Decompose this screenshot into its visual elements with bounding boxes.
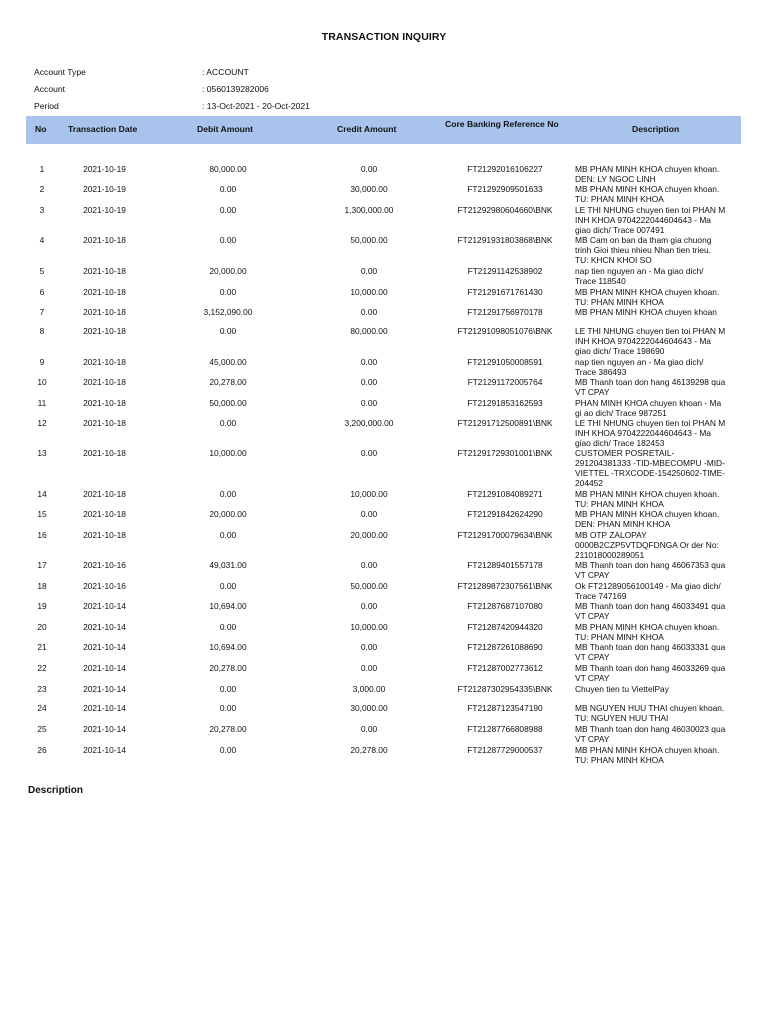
- row-no: 18: [37, 581, 47, 591]
- header-desc: Description: [632, 124, 680, 134]
- row-description: MB PHAN MINH KHOA chuyen khoan: [575, 307, 717, 317]
- row-ref: FT21291671761430: [467, 287, 543, 297]
- row-date: 2021-10-18: [83, 418, 126, 428]
- row-date: 2021-10-18: [83, 509, 126, 519]
- row-no: 3: [39, 205, 45, 215]
- row-ref: FT21291931803868\BNK: [457, 235, 553, 245]
- header-ref: Core Banking Reference No: [445, 119, 559, 129]
- row-description: PHAN MINH KHOA chuyen khoan - Ma gi ao dich/ Trace 987251: [575, 398, 722, 418]
- row-ref: FT21287420944320: [467, 622, 543, 632]
- row-ref: FT21291142538902: [467, 266, 543, 276]
- row-ref: FT21291842624290: [467, 509, 543, 519]
- row-date: 2021-10-18: [83, 530, 126, 540]
- row-debit: 20,000.00: [209, 266, 247, 276]
- row-date: 2021-10-16: [83, 581, 126, 591]
- row-date: 2021-10-19: [83, 205, 126, 215]
- row-credit: 0.00: [360, 448, 378, 458]
- row-ref: FT21292980604660\BNK: [457, 205, 553, 215]
- row-ref: FT21291084089271: [467, 489, 543, 499]
- row-debit: 0.00: [219, 581, 237, 591]
- row-date: 2021-10-18: [83, 398, 126, 408]
- row-ref: FT21291756970178: [467, 307, 543, 317]
- row-date: 2021-10-18: [83, 448, 126, 458]
- row-debit: 10,694.00: [209, 601, 247, 611]
- row-description: MB Thanh toan don hang 46033491 qua VT CPAY: [575, 601, 726, 621]
- row-debit: 45,000.00: [209, 357, 247, 367]
- row-description: MB NGUYEN HUU THAI chuyen khoan. TU: NGUYEN HUU THAI: [575, 703, 725, 723]
- row-credit: 30,000.00: [350, 703, 388, 713]
- row-description: nap tien nguyen an - Ma giao dich/ Trace 386493: [575, 357, 704, 377]
- row-ref: FT21291853162593: [467, 398, 543, 408]
- row-credit: 0.00: [360, 601, 378, 611]
- row-credit: 10,000.00: [350, 622, 388, 632]
- row-ref: FT21291712500891\BNK: [457, 418, 553, 428]
- row-credit: 0.00: [360, 724, 378, 734]
- row-credit: 0.00: [360, 307, 378, 317]
- row-description: MB Thanh toan don hang 46067353 qua VT CPAY: [575, 560, 726, 580]
- period-label: Period: [34, 101, 59, 111]
- row-debit: 20,278.00: [209, 377, 247, 387]
- row-ref: FT21291700079634\BNK: [457, 530, 553, 540]
- row-credit: 0.00: [360, 357, 378, 367]
- row-date: 2021-10-14: [83, 622, 126, 632]
- footer-description-heading: Description: [28, 785, 84, 796]
- row-debit: 20,278.00: [209, 724, 247, 734]
- row-debit: 0.00: [219, 530, 237, 540]
- row-ref: FT21287766808988: [467, 724, 543, 734]
- row-date: 2021-10-18: [83, 377, 126, 387]
- row-date: 2021-10-18: [83, 489, 126, 499]
- row-ref: FT21287261088690: [467, 642, 543, 652]
- row-no: 23: [37, 684, 47, 694]
- row-debit: 49,031.00: [209, 560, 247, 570]
- table-header: [26, 116, 741, 144]
- row-no: 10: [37, 377, 47, 387]
- row-credit: 10,000.00: [350, 287, 388, 297]
- row-date: 2021-10-18: [83, 326, 126, 336]
- row-date: 2021-10-18: [83, 287, 126, 297]
- row-debit: 3,152,090.00: [203, 307, 253, 317]
- row-date: 2021-10-16: [83, 560, 126, 570]
- row-ref: FT21289872307561\BNK: [457, 581, 553, 591]
- row-date: 2021-10-14: [83, 601, 126, 611]
- account-type-label: Account Type: [34, 67, 86, 77]
- row-credit: 0.00: [360, 266, 378, 276]
- row-credit: 10,000.00: [350, 489, 388, 499]
- row-description: CUSTOMER POSRETAIL- 291204381333 -TID-MBECOMPU -MID- VIETTEL -TRXCODE-154250602-TIME- 204452: [575, 448, 726, 488]
- row-ref: FT21289401557178: [467, 560, 543, 570]
- row-description: LE THI NHUNG chuyen tien toi PHAN M INH KHOA 9704222044604643 - Ma giao dich/ Trace 198690: [575, 326, 726, 356]
- row-debit: 0.00: [219, 622, 237, 632]
- account-type-value: : ACCOUNT: [202, 67, 249, 77]
- row-debit: 0.00: [219, 745, 237, 755]
- row-description: MB PHAN MINH KHOA chuyen khoan. DEN: LY NGOC LINH: [575, 164, 720, 184]
- row-credit: 50,000.00: [350, 235, 388, 245]
- row-description: MB PHAN MINH KHOA chuyen khoan. TU: PHAN MINH KHOA: [575, 745, 720, 765]
- row-description: MB PHAN MINH KHOA chuyen khoan. TU: PHAN MINH KHOA: [575, 622, 720, 642]
- row-no: 24: [37, 703, 47, 713]
- row-credit: 0.00: [360, 509, 378, 519]
- row-description: MB PHAN MINH KHOA chuyen khoan. TU: PHAN MINH KHOA: [575, 489, 720, 509]
- row-no: 6: [39, 287, 45, 297]
- row-date: 2021-10-14: [83, 703, 126, 713]
- row-debit: 0.00: [219, 489, 237, 499]
- row-date: 2021-10-14: [83, 642, 126, 652]
- row-credit: 3,200,000.00: [344, 418, 394, 428]
- row-credit: 0.00: [360, 398, 378, 408]
- row-credit: 50,000.00: [350, 581, 388, 591]
- row-no: 19: [37, 601, 47, 611]
- row-debit: 20,000.00: [209, 509, 247, 519]
- row-debit: 0.00: [219, 235, 237, 245]
- row-debit: 10,694.00: [209, 642, 247, 652]
- row-ref: FT21287302954335\BNK: [457, 684, 553, 694]
- row-no: 5: [39, 266, 45, 276]
- row-date: 2021-10-14: [83, 684, 126, 694]
- row-no: 14: [37, 489, 47, 499]
- row-no: 17: [37, 560, 47, 570]
- row-description: MB Thanh toan don hang 46033269 qua VT CPAY: [575, 663, 726, 683]
- row-description: MB Thanh toan don hang 46033331 qua VT CPAY: [575, 642, 726, 662]
- row-description: MB PHAN MINH KHOA chuyen khoan. DEN: PHAN MINH KHOA: [575, 509, 720, 529]
- row-date: 2021-10-14: [83, 724, 126, 734]
- row-date: 2021-10-18: [83, 307, 126, 317]
- row-description: MB Thanh toan don hang 46139298 qua VT CPAY: [575, 377, 726, 397]
- header-debit: Debit Amount: [197, 124, 254, 134]
- row-debit: 0.00: [219, 205, 237, 215]
- row-credit: 3,000.00: [352, 684, 386, 694]
- row-description: MB OTP ZALOPAY 0000B2CZP5VTDQFDNGA Or der No: 211018000289051: [575, 530, 719, 560]
- row-credit: 0.00: [360, 642, 378, 652]
- row-no: 2: [39, 184, 45, 194]
- row-credit: 0.00: [360, 663, 378, 673]
- row-credit: 0.00: [360, 164, 378, 174]
- row-credit: 20,000.00: [350, 530, 388, 540]
- row-ref: FT21291172005764: [467, 377, 543, 387]
- header-date: Transaction Date: [68, 124, 138, 134]
- row-no: 16: [37, 530, 47, 540]
- row-no: 21: [37, 642, 47, 652]
- row-no: 4: [39, 235, 45, 245]
- row-no: 25: [37, 724, 47, 734]
- row-credit: 0.00: [360, 377, 378, 387]
- account-label: Account: [34, 84, 66, 94]
- row-debit: 0.00: [219, 184, 237, 194]
- row-description: MB PHAN MINH KHOA chuyen khoan. TU: PHAN MINH KHOA: [575, 287, 720, 307]
- row-description: nap tien nguyen an - Ma giao dich/ Trace 118540: [575, 266, 704, 286]
- header-no: No: [35, 124, 47, 134]
- row-date: 2021-10-18: [83, 235, 126, 245]
- row-no: 22: [37, 663, 47, 673]
- row-no: 7: [39, 307, 45, 317]
- row-debit: 50,000.00: [209, 398, 247, 408]
- row-description: MB Thanh toan don hang 46030023 qua VT CPAY: [575, 724, 726, 744]
- row-description: LE THI NHUNG chuyen tien toi PHAN M INH KHOA 9704222044604643 - Ma giao dich/ Trace 007491: [575, 205, 726, 235]
- row-ref: FT21287002773612: [467, 663, 543, 673]
- page-title: TRANSACTION INQUIRY: [321, 31, 447, 43]
- period-value: : 13-Oct-2021 - 20-Oct-2021: [202, 101, 310, 111]
- row-debit: 80,000.00: [209, 164, 247, 174]
- row-description: LE THI NHUNG chuyen tien toi PHAN M INH KHOA 9704222044604643 - Ma giao dich/ Trace 182453: [575, 418, 726, 448]
- row-no: 20: [37, 622, 47, 632]
- row-debit: 10,000.00: [209, 448, 247, 458]
- row-debit: 20,278.00: [209, 663, 247, 673]
- row-debit: 0.00: [219, 287, 237, 297]
- row-description: MB Cam on ban da tham gia chuong trinh Gioi thieu nhieu Nhan tien trieu. TU: KHCN KHOI SO: [575, 235, 712, 265]
- row-credit: 1,300,000.00: [344, 205, 394, 215]
- row-credit: 80,000.00: [350, 326, 388, 336]
- row-description: MB PHAN MINH KHOA chuyen khoan. TU: PHAN MINH KHOA: [575, 184, 720, 204]
- row-ref: FT21287687107080: [467, 601, 543, 611]
- row-credit: 20,278.00: [350, 745, 388, 755]
- row-ref: FT21287123547190: [467, 703, 543, 713]
- row-debit: 0.00: [219, 418, 237, 428]
- row-ref: FT21291098051076\BNK: [457, 326, 553, 336]
- row-no: 12: [37, 418, 47, 428]
- row-no: 15: [37, 509, 47, 519]
- row-ref: FT21291050008591: [467, 357, 543, 367]
- row-ref: FT21291729301001\BNK: [457, 448, 553, 458]
- row-date: 2021-10-14: [83, 745, 126, 755]
- row-debit: 0.00: [219, 703, 237, 713]
- row-credit: 0.00: [360, 560, 378, 570]
- row-no: 11: [37, 398, 47, 408]
- row-ref: FT21292016106227: [467, 164, 543, 174]
- row-no: 13: [37, 448, 47, 458]
- row-no: 8: [39, 326, 45, 336]
- row-no: 1: [39, 164, 45, 174]
- row-credit: 30,000.00: [350, 184, 388, 194]
- row-date: 2021-10-14: [83, 663, 126, 673]
- account-value: : 0560139282006: [202, 84, 269, 94]
- row-date: 2021-10-19: [83, 184, 126, 194]
- row-description: Chuyen tien tu ViettelPay: [575, 684, 669, 694]
- row-date: 2021-10-18: [83, 357, 126, 367]
- row-ref: FT21292909501633: [467, 184, 543, 194]
- row-debit: 0.00: [219, 326, 237, 336]
- row-debit: 0.00: [219, 684, 237, 694]
- row-no: 26: [37, 745, 47, 755]
- row-date: 2021-10-19: [83, 164, 126, 174]
- row-date: 2021-10-18: [83, 266, 126, 276]
- header-credit: Credit Amount: [337, 124, 397, 134]
- row-no: 9: [39, 357, 45, 367]
- row-description: Ok FT21289056100149 - Ma giao dich/ Trace 747169: [575, 581, 721, 601]
- row-ref: FT21287729000537: [467, 745, 543, 755]
